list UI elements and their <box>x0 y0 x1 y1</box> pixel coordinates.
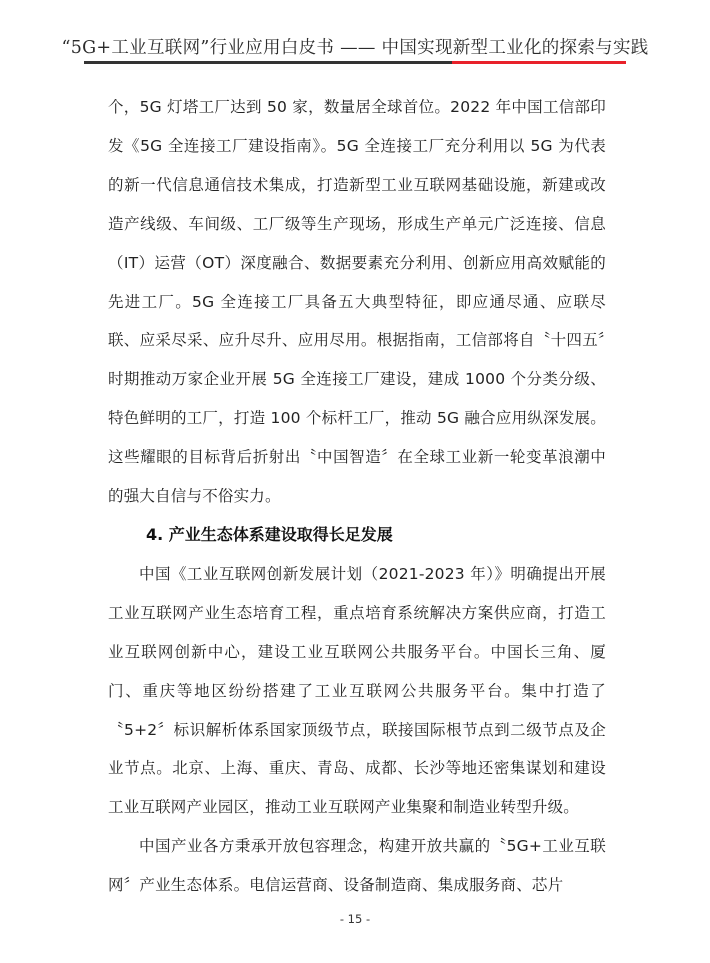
page-header <box>0 0 710 70</box>
body-text <box>108 88 606 905</box>
header-rule-dark <box>84 61 452 64</box>
header-rule-red <box>452 61 626 64</box>
paragraph-open-ecosystem: 中国产业各方秉承开放包容理念，构建开放共赢的〝5G+工业互联网〞产业生态体系。电信运营商、设备制造商、集成服务商、芯片 <box>108 837 606 895</box>
page-number: - 15 - <box>339 912 371 926</box>
paragraph-continuation: 个，5G 灯塔工厂达到 50 家，数量居全球首位。2022 年中国工信部印发《5G 全连接工厂建设指南》。5G 全连接工厂充分利用以 5G 为代表的新一代信息通信技术集成，打造新型工业互联网基础设施，新建或改造产线级、车间级、工厂级等生产现场，形成生产单元广泛连接、信息（IT）运营（OT）深度融合、数据要素充分利用、创新应用高效赋能的先进工厂。5G 全连接工厂具备五大典型特征，即应通尽通、应联尽联、应采尽采、应升尽升、应用尽用。根据指南，工信部将自〝十四五〞时期推动万家企业开展 5G 全连接工厂建设，建成 1000 个分类分级、特色鲜明的工厂，打造 100 个标杆工厂，推动 5G 融合应用纵深发展。这些耀眼的目标背后折射出〝中国智造〞在全球工业新一轮变革浪潮中的强大自信与不俗实力。 <box>108 98 606 506</box>
section-heading: 4. 产业生态体系建设取得长足发展 <box>146 524 393 544</box>
paragraph-industry-ecosystem: 中国《工业互联网创新发展计划（2021-2023 年）》明确提出开展工业互联网产业生态培育工程，重点培育系统解决方案供应商，打造工业互联网创新中心，建设工业互联网公共服务平台。中国长三角、厦门、重庆等地区纷纷搭建了工业互联网公共服务平台。集中打造了〝5+2〞标识解析体系国家顶级节点，联接国际根节点到二级节点及企业节点。北京、上海、重庆、青岛、成都、长沙等地还密集谋划和建设工业互联网产业园区，推动工业互联网产业集聚和制造业转型升级。 <box>108 564 606 817</box>
header-title: “5G+工业互联网”行业应用白皮书 —— 中国实现新型工业化的探索与实践 <box>61 38 649 58</box>
